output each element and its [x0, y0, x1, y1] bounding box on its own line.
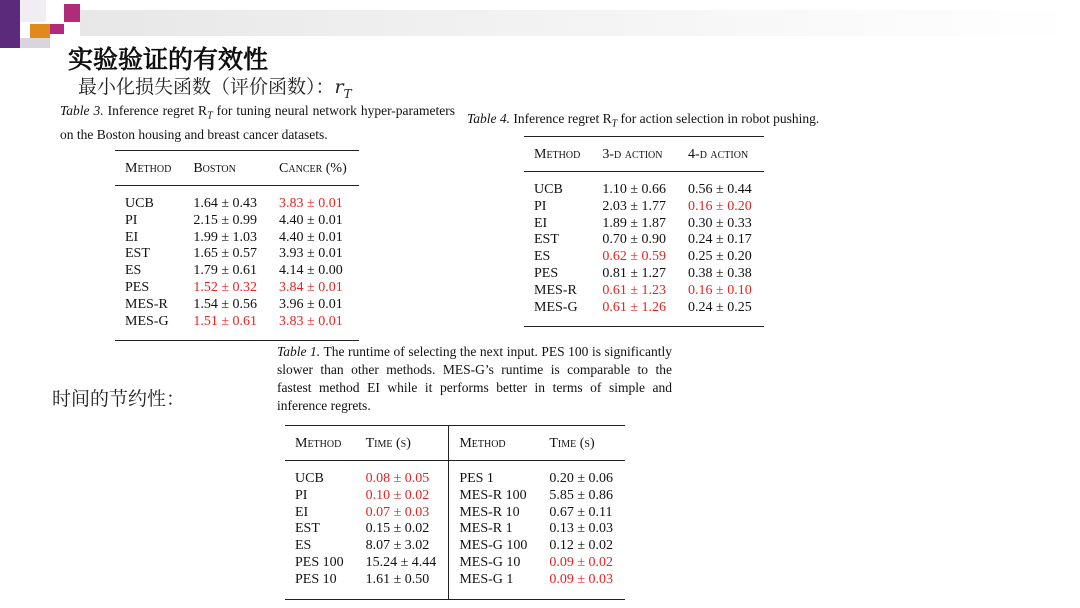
- table1-method-cell: MES-R 1: [449, 521, 540, 538]
- table3-method-cell: MES-R: [125, 296, 168, 312]
- table4-caption-text: Inference regret R: [510, 111, 612, 126]
- table4-caption-rest: for action selection in robot pushing.: [617, 111, 820, 126]
- table3-cancer-cell: 4.40 ± 0.01: [279, 212, 343, 228]
- table3-boston-cell: 1.99 ± 1.03: [193, 229, 258, 245]
- table3-caption-label: Table 3.: [60, 103, 104, 118]
- table4-3d-cell: 1.89 ± 1.87: [602, 215, 667, 231]
- table3-boston-cell: 1.52 ± 0.32: [193, 279, 258, 295]
- table1-time-cell: 5.85 ± 0.86: [549, 487, 614, 503]
- decor-square-purple: [0, 0, 20, 48]
- table1-row: [285, 538, 625, 555]
- table4-method-cell: UCB: [534, 182, 563, 197]
- table4-caption-sub: T: [611, 118, 618, 130]
- table4-method-cell: ES: [534, 249, 551, 265]
- table3-row: [115, 213, 359, 230]
- table3-boston-cell: 1.79 ± 0.61: [193, 263, 258, 279]
- table3-boston-cell: 2.15 ± 0.99: [193, 212, 258, 228]
- table3-method-cell: UCB: [125, 196, 154, 211]
- table3-method-cell: MES-G: [115, 314, 183, 341]
- table3-cancer-cell: 3.96 ± 0.01: [279, 296, 343, 312]
- table4-row: [524, 199, 764, 216]
- subtitle-math-sub: T: [343, 86, 352, 101]
- table1-time-cell: 0.12 ± 0.02: [549, 538, 614, 554]
- table1-method-cell: PES 100: [295, 554, 344, 570]
- table3-row: [115, 314, 359, 341]
- table1-header-method-1: Method: [285, 426, 356, 461]
- table1-row: [285, 505, 625, 522]
- table3-cancer-cell: 3.84 ± 0.01: [279, 279, 343, 295]
- table3-row: [115, 280, 359, 297]
- table3-caption: [60, 102, 455, 144]
- table3-boston-cell: 1.51 ± 0.61: [183, 314, 269, 341]
- table4-row: [524, 232, 764, 249]
- table4-4d-cell: 0.24 ± 0.25: [678, 300, 764, 327]
- table3-method-cell: ES: [125, 263, 142, 279]
- table4-method-cell: PES: [534, 265, 559, 281]
- table3: [115, 150, 359, 341]
- slide-subtitle: [78, 72, 352, 101]
- table3-caption-sub: T: [207, 110, 213, 122]
- table1-time-cell: 0.09 ± 0.02: [549, 554, 614, 570]
- table4-4d-cell: 0.25 ± 0.20: [688, 249, 752, 265]
- table1-method-cell: PI: [295, 487, 308, 503]
- table3-cancer-cell: 3.83 ± 0.01: [279, 196, 343, 211]
- table3-header-row: [115, 151, 359, 186]
- table4-4d-cell: 0.56 ± 0.44: [688, 182, 752, 197]
- table1-row: [285, 521, 625, 538]
- table4-4d-cell: 0.16 ± 0.10: [688, 282, 752, 298]
- table4-header-row: [524, 137, 764, 172]
- table1-method-cell: MES-G 100: [449, 538, 540, 555]
- table1-row: [285, 488, 625, 505]
- table3-row: [115, 230, 359, 247]
- table1-time-cell: 0.67 ± 0.11: [549, 504, 613, 520]
- table1-time-cell: 0.08 ± 0.05: [365, 471, 430, 486]
- subtitle-math: r: [334, 76, 344, 98]
- table3-cancer-cell: 4.40 ± 0.01: [279, 229, 343, 245]
- table1-time-cell: 0.15 ± 0.02: [365, 521, 430, 537]
- table1-time-cell: 0.07 ± 0.03: [365, 504, 430, 520]
- table1-time-cell: 0.13 ± 0.03: [549, 521, 614, 537]
- table4-row: [524, 266, 764, 283]
- table4-4d-cell: 0.38 ± 0.38: [688, 265, 752, 281]
- time-saving-label: 时间的节约性：: [52, 388, 186, 410]
- table1-header-time-2: Time (s): [539, 426, 625, 461]
- table3-method-cell: PES: [125, 279, 150, 295]
- table4-3d-cell: 0.62 ± 0.59: [602, 249, 667, 265]
- table4-3d-cell: 0.61 ± 1.23: [602, 282, 667, 298]
- table4-3d-cell: 1.10 ± 0.66: [602, 182, 667, 197]
- table4-3d-cell: 2.03 ± 1.77: [602, 198, 667, 214]
- table4-header-method: Method: [524, 137, 592, 172]
- decor-square-magenta: [64, 4, 80, 22]
- table1-method-cell: EI: [295, 504, 309, 520]
- table3-method-cell: EST: [125, 246, 150, 262]
- table1-caption: [277, 343, 672, 415]
- table3-method-cell: EI: [125, 229, 139, 245]
- table1-time-cell: 0.20 ± 0.06: [549, 471, 614, 486]
- table4: [524, 136, 764, 327]
- table4-3d-cell: 0.61 ± 1.26: [592, 300, 678, 327]
- table4-3d-cell: 0.70 ± 0.90: [602, 232, 667, 248]
- table4-method-cell: EI: [534, 215, 548, 231]
- table4-header-3d: 3-d action: [592, 137, 678, 172]
- table4-header-4d: 4-d action: [678, 137, 764, 172]
- table1-method-cell: PES 1: [449, 461, 540, 488]
- table3-header-boston: Boston: [183, 151, 269, 186]
- table4-4d-cell: 0.24 ± 0.17: [688, 232, 752, 248]
- table4-row: [524, 249, 764, 266]
- table1-header-row: [285, 426, 625, 461]
- table4-row: [524, 216, 764, 233]
- decor-square-orange: [30, 24, 50, 38]
- table4-4d-cell: 0.30 ± 0.33: [688, 215, 752, 231]
- header-band: [80, 10, 1080, 36]
- table1-method-cell: EST: [295, 521, 320, 537]
- table1-caption-text: The runtime of selecting the next input. PES 100 is significantly slower than other methods. MES-G’s runtime is comparable to the fastest method EI while it performs better in terms of simple and inference regrets.: [277, 344, 673, 413]
- table1-time-cell: 0.10 ± 0.02: [365, 487, 430, 503]
- table3-row: [115, 297, 359, 314]
- table1-method-cell: PES 10: [285, 572, 356, 599]
- table1-method-cell: UCB: [295, 471, 324, 486]
- table1-method-cell: MES-G 10: [449, 555, 540, 572]
- table4-4d-cell: 0.16 ± 0.20: [688, 198, 752, 214]
- table1-caption-label: Table 1.: [277, 344, 321, 359]
- table1-time-cell: 1.61 ± 0.50: [356, 572, 449, 599]
- table1-method-cell: MES-R 10: [449, 505, 540, 522]
- table3-boston-cell: 1.65 ± 0.57: [193, 246, 258, 262]
- table3-boston-cell: 1.54 ± 0.56: [193, 296, 258, 312]
- table1-time-cell: 0.09 ± 0.03: [539, 572, 625, 599]
- table1-header-method-2: Method: [449, 426, 540, 461]
- table4-3d-cell: 0.81 ± 1.27: [602, 265, 667, 281]
- table3-method-cell: PI: [125, 212, 138, 228]
- subtitle-text: 最小化损失函数（评价函数）：: [78, 76, 335, 98]
- table3-header-cancer: Cancer (%): [269, 151, 359, 186]
- table3-row: [115, 263, 359, 280]
- table1-time-cell: 8.07 ± 3.02: [365, 538, 430, 554]
- table4-caption: [467, 110, 887, 134]
- table4-method-cell: EST: [534, 232, 559, 248]
- table3-cancer-cell: 3.93 ± 0.01: [279, 246, 343, 262]
- table1-row: [285, 572, 625, 599]
- decor-square-white: [20, 0, 46, 22]
- table3-boston-cell: 1.64 ± 0.43: [193, 196, 258, 211]
- table4-row: [524, 300, 764, 327]
- table4-caption-label: Table 4.: [467, 111, 511, 126]
- table1-method-cell: MES-G 1: [449, 572, 540, 599]
- table1-row: [285, 555, 625, 572]
- table4-method-cell: MES-G: [524, 300, 592, 327]
- table4-row: [524, 172, 764, 199]
- table1-row: [285, 461, 625, 488]
- table3-row: [115, 186, 359, 213]
- decor-square-magenta-small: [50, 24, 64, 34]
- slide-title: 实验验证的有效性: [68, 45, 269, 74]
- table4-method-cell: MES-R: [534, 282, 577, 298]
- table4-method-cell: PI: [534, 198, 547, 214]
- table1-header-time-1: Time (s): [356, 426, 449, 461]
- table3-row: [115, 246, 359, 263]
- table3-cancer-cell: 3.83 ± 0.01: [269, 314, 359, 341]
- decor-square-grey: [20, 38, 50, 48]
- table3-cancer-cell: 4.14 ± 0.00: [279, 263, 343, 279]
- table3-caption-text: Inference regret R: [103, 103, 208, 118]
- table1-time-cell: 15.24 ± 4.44: [365, 554, 437, 570]
- table1-method-cell: MES-R 100: [449, 488, 540, 505]
- table1: [285, 425, 625, 600]
- table3-header-method: Method: [115, 151, 183, 186]
- table4-row: [524, 283, 764, 300]
- table3-caption-rest: for tuning neural network hyper-parameters on the Boston housing and breast cancer datasets.: [60, 103, 456, 142]
- table1-method-cell: ES: [295, 538, 312, 554]
